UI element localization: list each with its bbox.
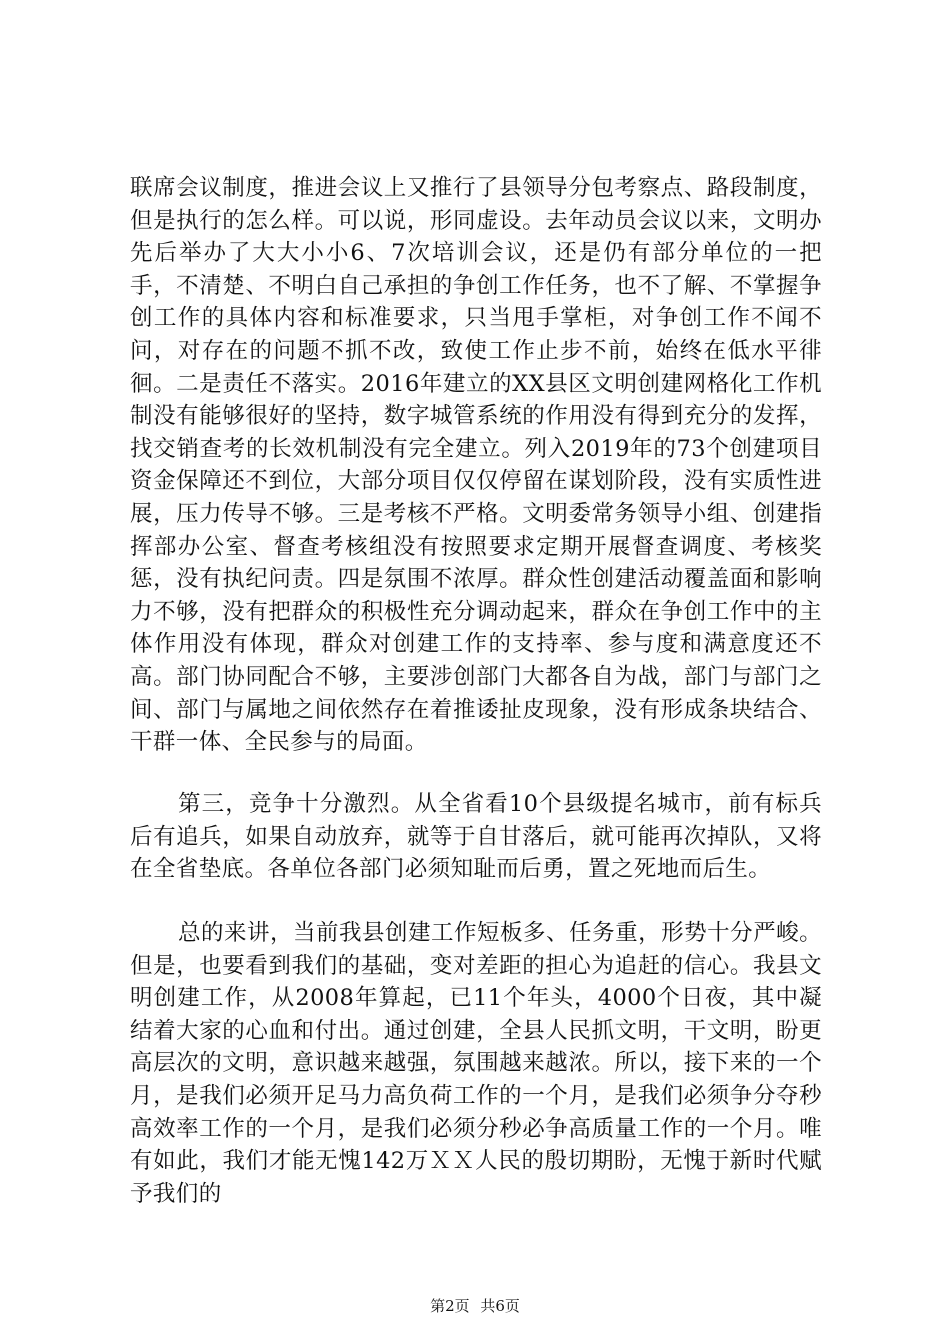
body-paragraph-2: 第三，竞争十分激烈。从全省看10个县级提名城市，前有标兵后有追兵，如果自动放弃，就等于自甘落后，就可能再次掉队，又将在全省垫底。各单位各部门必须知耻而后勇，置之死地而后生。 [130,791,822,883]
page-footer [0,1296,950,1316]
page-number: 第2页 [430,1297,470,1315]
body-paragraph-3: 总的来讲，当前我县创建工作短板多、任务重，形势十分严峻。但是，也要看到我们的基础，变对差距的担心为追赶的信心。我县文明创建工作，从2008年算起，已11个年头，4000个日夜，其中凝结着大家的心血和付出。通过创建，全县人民抓文明，干文明，盼更高层次的文明，意识越来越强，氛围越来越浓。所以，接下来的一个月，是我们必须开足马力高负荷工作的一个月，是我们必须争分夺秒高效率工作的一个月，是我们必须分秒必争高质量工作的一个月。唯有如此，我们才能无愧142万ＸＸ人民的殷切期盼，无愧于新时代赋予我们的 [130,920,822,1207]
body-paragraph-1: 联席会议制度，推进会议上又推行了县领导分包考察点、路段制度，但是执行的怎么样。可以说，形同虚设。去年动员会议以来，文明办先后举办了大大小小6、7次培训会议，还是仍有部分单位的一把手，不清楚、不明白自己承担的争创工作任务，也不了解、不掌握争创工作的具体内容和标准要求，只当甩手掌柜，对争创工作不闻不问，对存在的问题不抓不改，致使工作止步不前，始终在低水平徘徊。二是责任不落实。2016年建立的XX县区文明创建网格化工作机制没有能够很好的坚持，数字城管系统的作用没有得到充分的发挥，找交销查考的长效机制没有完全建立。列入2019年的73个创建项目资金保障还不到位，大部分项目仅仅停留在谋划阶段，没有实质性进展，压力传导不够。三是考核不严格。文明委常务领导小组、创建指挥部办公室、督查考核组没有按照要求定期开展督查调度、考核奖惩，没有执纪问责。四是氛围不浓厚。群众性创建活动覆盖面和影响力不够，没有把群众的积极性充分调动起来，群众在争创工作中的主体作用没有体现，群众对创建工作的支持率、参与度和满意度还不高。部门协同配合不够，主要涉创部门大都各自为战，部门与部门之间、部门与属地之间依然存在着推诿扯皮现象，没有形成条块结合、干群一体、全民参与的局面。 [130,175,822,756]
page-total: 共6页 [480,1297,520,1315]
